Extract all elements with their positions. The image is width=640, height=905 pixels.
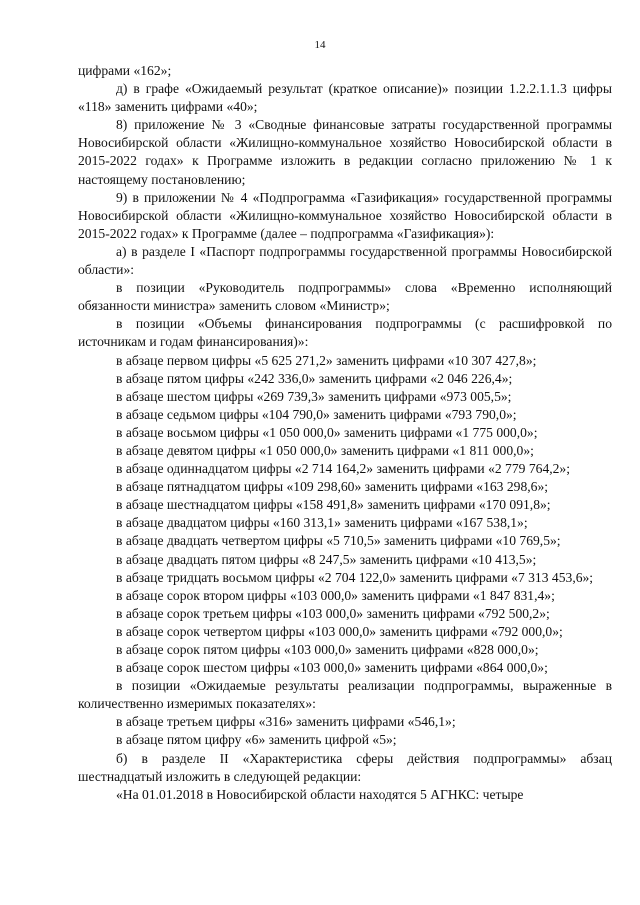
page-number: 14 xyxy=(314,39,326,51)
paragraph: в абзаце тридцать восьмом цифры «2 704 122,0» заменить цифрами «7 313 453,6»; xyxy=(116,569,594,585)
paragraph: а) в разделе I «Паспорт подпрограммы государственной программы Новосибирской области»: xyxy=(78,243,612,278)
paragraph: в абзаце сорок пятом цифры «103 000,0» заменить цифрами «828 000,0»; xyxy=(116,642,539,657)
paragraph: в абзаце сорок шестом цифры «103 000,0» заменить цифрами «864 000,0»; xyxy=(116,660,548,676)
paragraph: «На 01.01.2018 в Новосибирской области находятся 5 АГНКС: четыре xyxy=(116,786,524,802)
paragraph: цифрами «162»; xyxy=(78,63,172,78)
paragraph: в абзаце сорок четвертом цифры «103 000,0» заменить цифрами «792 000,0»; xyxy=(116,623,563,639)
paragraph: в абзаце двадцать четвертом цифры «5 710,5» заменить цифрами «10 769,5»; xyxy=(116,533,561,549)
paragraph: в позиции «Ожидаемые результаты реализации подпрограммы, выраженные в количественно измеримых показателях»: xyxy=(78,678,612,712)
paragraph: в абзаце двадцать пятом цифры «8 247,5» заменить цифрами «10 413,5»; xyxy=(116,551,537,567)
paragraph: в позиции «Объемы финансирования подпрограммы (с расшифровкой по источникам и годам финансирования)»: xyxy=(78,316,612,350)
paragraph: в абзаце одиннадцатом цифры «2 714 164,2» заменить цифрами «2 779 764,2»; xyxy=(116,461,571,477)
paragraph: в абзаце пятнадцатом цифры «109 298,60» заменить цифрами «163 298,6»; xyxy=(116,479,549,495)
paragraph: 9) в приложении № 4 «Подпрограмма «Газификация» государственной программы Новосибирской области «Жилищно-коммунальное хозяйство Новосибирской области в 2015-2022 годах» к Программе (далее – подпрограмма «Газификация»): xyxy=(78,189,612,241)
paragraph: 8) приложение № 3 «Сводные финансовые затраты государственной программы Новосибирской области «Жилищно-коммунальное хозяйство Новосибирской области в 2015-2022 годах» к Программе изложить в редакции согласно приложению № 1 к настоящему постановлению; xyxy=(78,117,612,187)
paragraph: в абзаце пятом цифру «6» заменить цифрой «5»; xyxy=(116,732,397,748)
paragraph: в абзаце седьмом цифры «104 790,0» заменить цифрами «793 790,0»; xyxy=(116,406,517,422)
paragraph: в абзаце сорок третьем цифры «103 000,0» заменить цифрами «792 500,2»; xyxy=(116,605,550,621)
paragraph: в абзаце пятом цифры «242 336,0» заменить цифрами «2 046 226,4»; xyxy=(116,370,513,386)
paragraph: в абзаце шестнадцатом цифры «158 491,8» заменить цифрами «170 091,8»; xyxy=(116,497,551,513)
paragraph: в абзаце первом цифры «5 625 271,2» заменить цифрами «10 307 427,8»; xyxy=(116,352,537,368)
paragraph: в абзаце девятом цифры «1 050 000,0» заменить цифрами «1 811 000,0»; xyxy=(116,442,534,458)
paragraph: в абзаце восьмом цифры «1 050 000,0» заменить цифрами «1 775 000,0»; xyxy=(116,424,538,440)
paragraph: в абзаце шестом цифры «269 739,3» заменить цифрами «973 005,5»; xyxy=(116,388,512,404)
paragraph: б) в разделе II «Характеристика сферы действия подпрограммы» абзац шестнадцатый изложить в следующей редакции: xyxy=(78,750,612,784)
paragraph: в позиции «Руководитель подпрограммы» слова «Временно исполняющий обязанности министра» заменить словом «Министр»; xyxy=(78,280,612,314)
paragraph: в абзаце третьем цифры «316» заменить цифрами «546,1»; xyxy=(116,714,456,730)
paragraph: в абзаце сорок втором цифры «103 000,0» заменить цифрами «1 847 831,4»; xyxy=(116,587,555,603)
paragraph: д) в графе «Ожидаемый результат (краткое описание)» позиции 1.2.2.1.1.3 цифры «118» заменить цифрами «40»; xyxy=(78,81,612,115)
paragraph: в абзаце двадцатом цифры «160 313,1» заменить цифрами «167 538,1»; xyxy=(116,515,528,531)
document-body xyxy=(78,62,612,804)
